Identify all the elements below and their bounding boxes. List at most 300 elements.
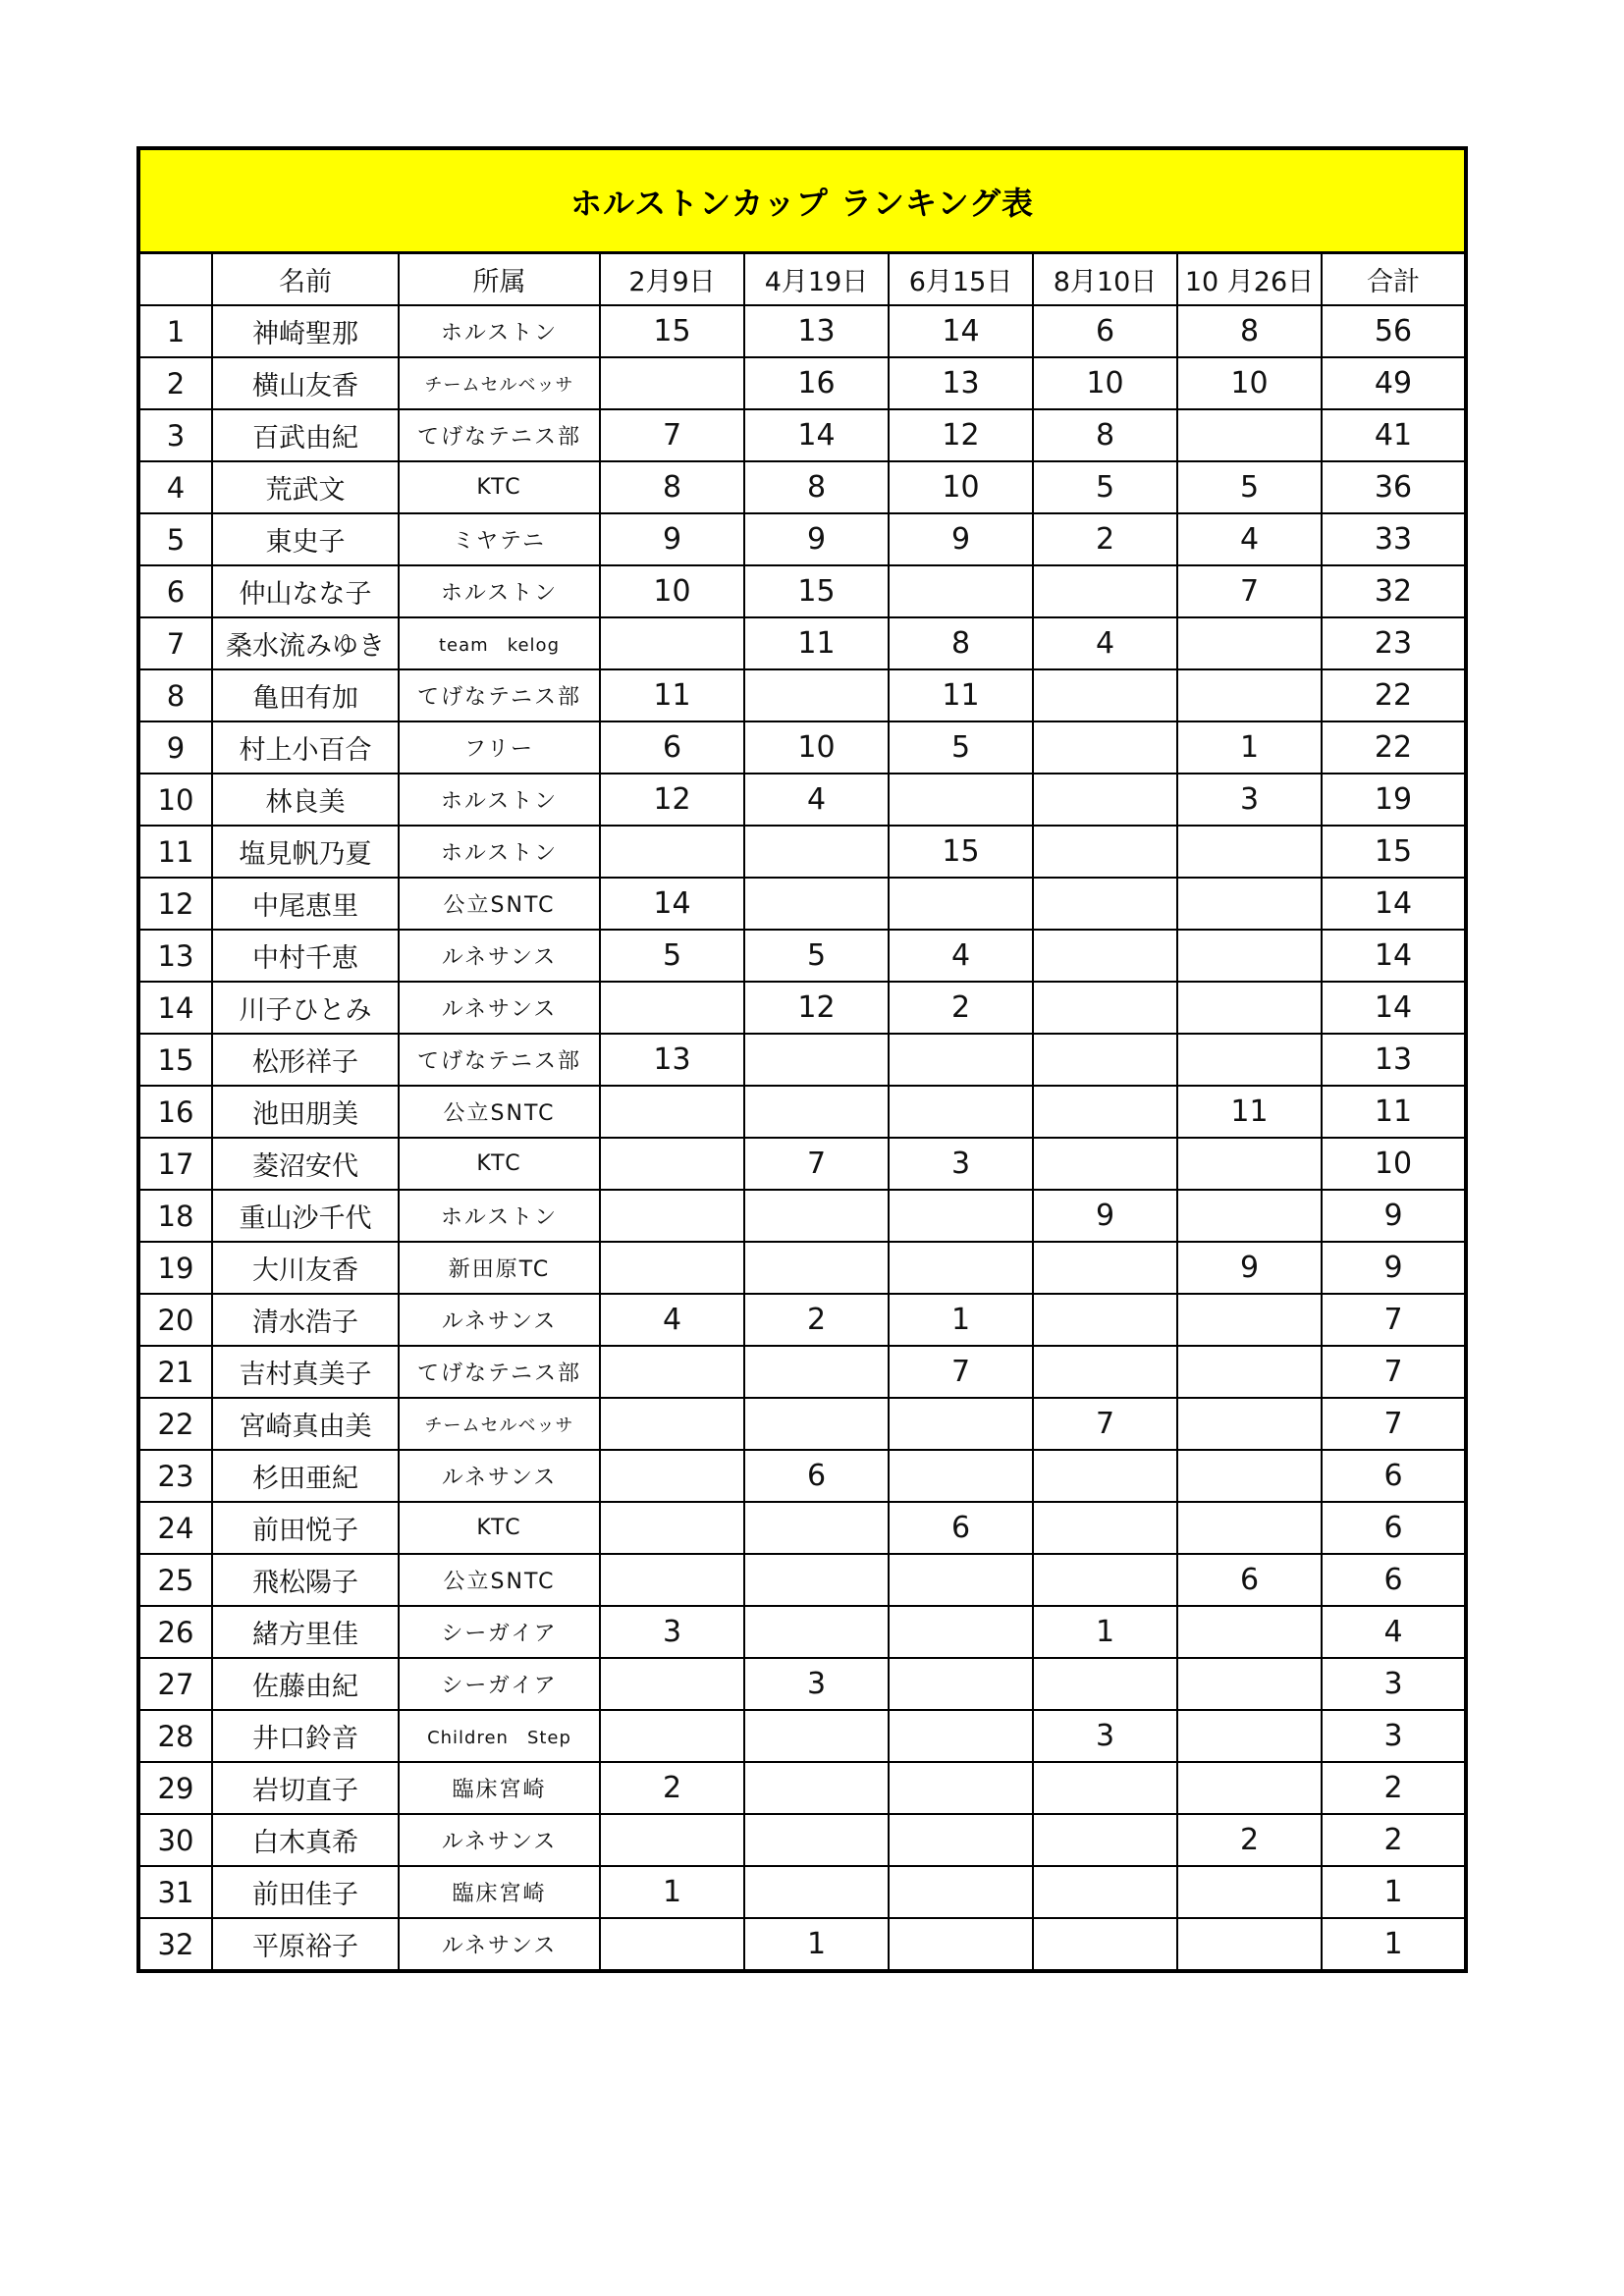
table-row xyxy=(140,1710,1464,1762)
name-cell: 横山友香 xyxy=(212,357,399,409)
score-cell-1 xyxy=(600,1138,744,1190)
club-cell: ルネサンス xyxy=(399,1450,600,1502)
score-cell-3 xyxy=(889,1450,1033,1502)
total-cell: 7 xyxy=(1322,1346,1464,1398)
score-cell-1 xyxy=(600,617,744,669)
score-cell-5: 9 xyxy=(1177,1242,1322,1294)
total-cell: 22 xyxy=(1322,669,1464,721)
table-row xyxy=(140,721,1464,774)
header-row xyxy=(140,254,1464,305)
score-cell-3 xyxy=(889,774,1033,826)
table-row xyxy=(140,1918,1464,1969)
score-cell-4 xyxy=(1033,1034,1177,1086)
total-cell: 36 xyxy=(1322,461,1464,513)
score-cell-1 xyxy=(600,1346,744,1398)
club-cell: team kelog xyxy=(399,617,600,669)
score-cell-2 xyxy=(744,669,889,721)
header-date-4: 8月10日 xyxy=(1033,254,1177,305)
name-cell: 川子ひとみ xyxy=(212,982,399,1034)
club-cell: ホルストン xyxy=(399,774,600,826)
club-cell: シーガイア xyxy=(399,1658,600,1710)
score-cell-5: 3 xyxy=(1177,774,1322,826)
name-cell: 東史子 xyxy=(212,513,399,565)
score-cell-1 xyxy=(600,1658,744,1710)
score-cell-3 xyxy=(889,1190,1033,1242)
rank-cell: 23 xyxy=(140,1450,212,1502)
name-cell: 岩切直子 xyxy=(212,1762,399,1814)
score-cell-4: 2 xyxy=(1033,513,1177,565)
name-cell: 荒武文 xyxy=(212,461,399,513)
name-cell: 林良美 xyxy=(212,774,399,826)
total-cell: 32 xyxy=(1322,565,1464,617)
table-row xyxy=(140,513,1464,565)
table-row xyxy=(140,357,1464,409)
score-cell-2: 11 xyxy=(744,617,889,669)
score-cell-5: 10 xyxy=(1177,357,1322,409)
name-cell: 緒方里佳 xyxy=(212,1606,399,1658)
score-cell-1 xyxy=(600,826,744,878)
score-cell-3: 11 xyxy=(889,669,1033,721)
score-cell-5 xyxy=(1177,982,1322,1034)
score-cell-2: 12 xyxy=(744,982,889,1034)
title-banner xyxy=(140,150,1464,254)
score-cell-2 xyxy=(744,1034,889,1086)
score-cell-1: 3 xyxy=(600,1606,744,1658)
score-cell-2: 13 xyxy=(744,305,889,357)
name-cell: 中村千恵 xyxy=(212,930,399,982)
rank-cell: 10 xyxy=(140,774,212,826)
rank-cell: 28 xyxy=(140,1710,212,1762)
total-cell: 22 xyxy=(1322,721,1464,774)
club-cell: てげなテニス部 xyxy=(399,1034,600,1086)
score-cell-1: 4 xyxy=(600,1294,744,1346)
score-cell-3: 1 xyxy=(889,1294,1033,1346)
score-cell-3: 2 xyxy=(889,982,1033,1034)
total-cell: 15 xyxy=(1322,826,1464,878)
score-cell-3: 10 xyxy=(889,461,1033,513)
score-cell-3 xyxy=(889,1606,1033,1658)
score-cell-5: 5 xyxy=(1177,461,1322,513)
rank-cell: 26 xyxy=(140,1606,212,1658)
table-row xyxy=(140,1346,1464,1398)
score-cell-4 xyxy=(1033,1762,1177,1814)
table-row xyxy=(140,878,1464,930)
table-row xyxy=(140,409,1464,461)
score-cell-3 xyxy=(889,1814,1033,1866)
score-cell-3: 5 xyxy=(889,721,1033,774)
rank-cell: 16 xyxy=(140,1086,212,1138)
score-cell-5: 2 xyxy=(1177,1814,1322,1866)
score-cell-5 xyxy=(1177,1398,1322,1450)
rank-cell: 32 xyxy=(140,1918,212,1969)
club-cell: てげなテニス部 xyxy=(399,669,600,721)
score-cell-5 xyxy=(1177,1866,1322,1918)
score-cell-1 xyxy=(600,1190,744,1242)
score-cell-2 xyxy=(744,1814,889,1866)
score-cell-2 xyxy=(744,1502,889,1554)
score-cell-3 xyxy=(889,1866,1033,1918)
rank-cell: 11 xyxy=(140,826,212,878)
table-row xyxy=(140,1086,1464,1138)
table-row xyxy=(140,1190,1464,1242)
score-cell-3 xyxy=(889,1242,1033,1294)
score-cell-3 xyxy=(889,1658,1033,1710)
score-cell-4 xyxy=(1033,1866,1177,1918)
total-cell: 6 xyxy=(1322,1554,1464,1606)
rank-cell: 7 xyxy=(140,617,212,669)
table-row xyxy=(140,461,1464,513)
rank-cell: 18 xyxy=(140,1190,212,1242)
table-row xyxy=(140,1242,1464,1294)
club-cell: てげなテニス部 xyxy=(399,409,600,461)
score-cell-4 xyxy=(1033,1502,1177,1554)
score-cell-5 xyxy=(1177,1138,1322,1190)
table-row xyxy=(140,1294,1464,1346)
table-row xyxy=(140,1398,1464,1450)
score-cell-3: 4 xyxy=(889,930,1033,982)
score-cell-4 xyxy=(1033,565,1177,617)
score-cell-5 xyxy=(1177,930,1322,982)
score-cell-3: 12 xyxy=(889,409,1033,461)
rank-cell: 27 xyxy=(140,1658,212,1710)
name-cell: 杉田亜紀 xyxy=(212,1450,399,1502)
score-cell-5 xyxy=(1177,617,1322,669)
score-cell-1: 8 xyxy=(600,461,744,513)
total-cell: 9 xyxy=(1322,1242,1464,1294)
rank-cell: 12 xyxy=(140,878,212,930)
score-cell-1: 15 xyxy=(600,305,744,357)
club-cell: 新田原TC xyxy=(399,1242,600,1294)
score-cell-1: 13 xyxy=(600,1034,744,1086)
rank-cell: 3 xyxy=(140,409,212,461)
table-row xyxy=(140,930,1464,982)
total-cell: 49 xyxy=(1322,357,1464,409)
club-cell: KTC xyxy=(399,461,600,513)
score-cell-2: 6 xyxy=(744,1450,889,1502)
club-cell: ホルストン xyxy=(399,1190,600,1242)
score-cell-4: 3 xyxy=(1033,1710,1177,1762)
header-name: 名前 xyxy=(212,254,399,305)
score-cell-1: 1 xyxy=(600,1866,744,1918)
score-cell-5 xyxy=(1177,1710,1322,1762)
club-cell: 臨床宮崎 xyxy=(399,1866,600,1918)
score-cell-4 xyxy=(1033,1242,1177,1294)
score-cell-5 xyxy=(1177,669,1322,721)
score-cell-1 xyxy=(600,1502,744,1554)
score-cell-5 xyxy=(1177,1346,1322,1398)
score-cell-4 xyxy=(1033,774,1177,826)
score-cell-4 xyxy=(1033,1086,1177,1138)
score-cell-3 xyxy=(889,1762,1033,1814)
name-cell: 松形祥子 xyxy=(212,1034,399,1086)
score-cell-4: 9 xyxy=(1033,1190,1177,1242)
score-cell-1 xyxy=(600,1242,744,1294)
score-cell-4 xyxy=(1033,1294,1177,1346)
name-cell: 仲山なな子 xyxy=(212,565,399,617)
club-cell: 臨床宮崎 xyxy=(399,1762,600,1814)
score-cell-1: 11 xyxy=(600,669,744,721)
score-cell-2 xyxy=(744,1762,889,1814)
score-cell-1: 2 xyxy=(600,1762,744,1814)
name-cell: 中尾恵里 xyxy=(212,878,399,930)
score-cell-5 xyxy=(1177,409,1322,461)
name-cell: 亀田有加 xyxy=(212,669,399,721)
total-cell: 4 xyxy=(1322,1606,1464,1658)
score-cell-2 xyxy=(744,826,889,878)
club-cell: ホルストン xyxy=(399,305,600,357)
club-cell: ルネサンス xyxy=(399,930,600,982)
score-cell-1: 12 xyxy=(600,774,744,826)
score-cell-2 xyxy=(744,1190,889,1242)
score-cell-1: 14 xyxy=(600,878,744,930)
score-cell-2 xyxy=(744,1554,889,1606)
table-row xyxy=(140,1034,1464,1086)
table-row xyxy=(140,1658,1464,1710)
name-cell: 重山沙千代 xyxy=(212,1190,399,1242)
score-cell-4: 4 xyxy=(1033,617,1177,669)
name-cell: 菱沼安代 xyxy=(212,1138,399,1190)
rank-cell: 5 xyxy=(140,513,212,565)
total-cell: 7 xyxy=(1322,1294,1464,1346)
name-cell: 吉村真美子 xyxy=(212,1346,399,1398)
score-cell-2 xyxy=(744,1346,889,1398)
score-cell-5: 7 xyxy=(1177,565,1322,617)
total-cell: 56 xyxy=(1322,305,1464,357)
rank-cell: 8 xyxy=(140,669,212,721)
score-cell-3: 8 xyxy=(889,617,1033,669)
score-cell-4 xyxy=(1033,721,1177,774)
club-cell: チームセルベッサ xyxy=(399,1398,600,1450)
rank-cell: 6 xyxy=(140,565,212,617)
score-cell-4 xyxy=(1033,1918,1177,1969)
score-cell-4: 5 xyxy=(1033,461,1177,513)
table-row xyxy=(140,565,1464,617)
rank-cell: 31 xyxy=(140,1866,212,1918)
name-cell: 神崎聖那 xyxy=(212,305,399,357)
score-cell-2: 1 xyxy=(744,1918,889,1969)
rank-cell: 19 xyxy=(140,1242,212,1294)
total-cell: 6 xyxy=(1322,1502,1464,1554)
score-cell-2: 2 xyxy=(744,1294,889,1346)
name-cell: 井口鈴音 xyxy=(212,1710,399,1762)
score-cell-2: 5 xyxy=(744,930,889,982)
club-cell: 公立SNTC xyxy=(399,1554,600,1606)
score-cell-5 xyxy=(1177,1606,1322,1658)
score-cell-3 xyxy=(889,1398,1033,1450)
score-cell-2: 16 xyxy=(744,357,889,409)
score-cell-4: 7 xyxy=(1033,1398,1177,1450)
score-cell-2 xyxy=(744,1866,889,1918)
rank-cell: 2 xyxy=(140,357,212,409)
club-cell: ルネサンス xyxy=(399,982,600,1034)
score-cell-3: 3 xyxy=(889,1138,1033,1190)
name-cell: 村上小百合 xyxy=(212,721,399,774)
score-cell-1: 7 xyxy=(600,409,744,461)
rank-cell: 24 xyxy=(140,1502,212,1554)
table-row xyxy=(140,774,1464,826)
total-cell: 2 xyxy=(1322,1814,1464,1866)
header-club: 所属 xyxy=(399,254,600,305)
score-cell-5 xyxy=(1177,1034,1322,1086)
total-cell: 14 xyxy=(1322,878,1464,930)
score-cell-4 xyxy=(1033,1658,1177,1710)
score-cell-4: 1 xyxy=(1033,1606,1177,1658)
score-cell-4: 8 xyxy=(1033,409,1177,461)
club-cell: 公立SNTC xyxy=(399,1086,600,1138)
rank-cell: 29 xyxy=(140,1762,212,1814)
club-cell: ミヤテニ xyxy=(399,513,600,565)
score-cell-4 xyxy=(1033,669,1177,721)
ranking-sheet xyxy=(136,146,1468,1973)
table-row xyxy=(140,982,1464,1034)
header-date-1: 2月9日 xyxy=(600,254,744,305)
table-row xyxy=(140,826,1464,878)
score-cell-2 xyxy=(744,1086,889,1138)
rank-cell: 20 xyxy=(140,1294,212,1346)
total-cell: 13 xyxy=(1322,1034,1464,1086)
score-cell-2: 8 xyxy=(744,461,889,513)
club-cell: KTC xyxy=(399,1138,600,1190)
score-cell-3: 15 xyxy=(889,826,1033,878)
score-cell-5 xyxy=(1177,878,1322,930)
score-cell-4 xyxy=(1033,982,1177,1034)
table-row xyxy=(140,1502,1464,1554)
score-cell-1: 6 xyxy=(600,721,744,774)
header-rank xyxy=(140,254,212,305)
table-row xyxy=(140,1554,1464,1606)
club-cell: ホルストン xyxy=(399,565,600,617)
score-cell-3 xyxy=(889,878,1033,930)
total-cell: 11 xyxy=(1322,1086,1464,1138)
score-cell-1: 5 xyxy=(600,930,744,982)
score-cell-4: 10 xyxy=(1033,357,1177,409)
total-cell: 10 xyxy=(1322,1138,1464,1190)
name-cell: 百武由紀 xyxy=(212,409,399,461)
header-date-5: 10 月26日 xyxy=(1177,254,1322,305)
total-cell: 3 xyxy=(1322,1710,1464,1762)
score-cell-3: 14 xyxy=(889,305,1033,357)
table-row xyxy=(140,617,1464,669)
total-cell: 2 xyxy=(1322,1762,1464,1814)
rank-cell: 30 xyxy=(140,1814,212,1866)
rank-cell: 4 xyxy=(140,461,212,513)
table-row xyxy=(140,1606,1464,1658)
name-cell: 白木真希 xyxy=(212,1814,399,1866)
score-cell-3 xyxy=(889,1710,1033,1762)
total-cell: 7 xyxy=(1322,1398,1464,1450)
score-cell-2 xyxy=(744,1242,889,1294)
score-cell-2: 3 xyxy=(744,1658,889,1710)
name-cell: 清水浩子 xyxy=(212,1294,399,1346)
table-row xyxy=(140,669,1464,721)
score-cell-5: 4 xyxy=(1177,513,1322,565)
score-cell-5 xyxy=(1177,1762,1322,1814)
ranking-rows xyxy=(140,305,1464,1969)
table-row xyxy=(140,1450,1464,1502)
score-cell-4 xyxy=(1033,1554,1177,1606)
total-cell: 6 xyxy=(1322,1450,1464,1502)
score-cell-5 xyxy=(1177,1294,1322,1346)
rank-cell: 1 xyxy=(140,305,212,357)
score-cell-2: 7 xyxy=(744,1138,889,1190)
rank-cell: 9 xyxy=(140,721,212,774)
club-cell: てげなテニス部 xyxy=(399,1346,600,1398)
score-cell-1 xyxy=(600,1450,744,1502)
score-cell-3: 7 xyxy=(889,1346,1033,1398)
rank-cell: 13 xyxy=(140,930,212,982)
header-date-2: 4月19日 xyxy=(744,254,889,305)
score-cell-1 xyxy=(600,1814,744,1866)
club-cell: KTC xyxy=(399,1502,600,1554)
score-cell-4 xyxy=(1033,878,1177,930)
total-cell: 19 xyxy=(1322,774,1464,826)
score-cell-1: 10 xyxy=(600,565,744,617)
score-cell-1 xyxy=(600,1554,744,1606)
score-cell-5: 6 xyxy=(1177,1554,1322,1606)
name-cell: 平原裕子 xyxy=(212,1918,399,1969)
score-cell-2: 15 xyxy=(744,565,889,617)
rank-cell: 21 xyxy=(140,1346,212,1398)
name-cell: 前田佳子 xyxy=(212,1866,399,1918)
score-cell-3: 9 xyxy=(889,513,1033,565)
club-cell: ホルストン xyxy=(399,826,600,878)
total-cell: 3 xyxy=(1322,1658,1464,1710)
club-cell: ルネサンス xyxy=(399,1918,600,1969)
header-total: 合計 xyxy=(1322,254,1464,305)
score-cell-5 xyxy=(1177,1502,1322,1554)
score-cell-5 xyxy=(1177,1190,1322,1242)
total-cell: 1 xyxy=(1322,1866,1464,1918)
score-cell-3: 6 xyxy=(889,1502,1033,1554)
score-cell-4 xyxy=(1033,826,1177,878)
total-cell: 33 xyxy=(1322,513,1464,565)
total-cell: 14 xyxy=(1322,982,1464,1034)
score-cell-5 xyxy=(1177,1450,1322,1502)
score-cell-5: 8 xyxy=(1177,305,1322,357)
score-cell-3: 13 xyxy=(889,357,1033,409)
table-row xyxy=(140,1814,1464,1866)
club-cell: チームセルベッサ xyxy=(399,357,600,409)
club-cell: ルネサンス xyxy=(399,1294,600,1346)
total-cell: 9 xyxy=(1322,1190,1464,1242)
score-cell-2: 10 xyxy=(744,721,889,774)
score-cell-2: 9 xyxy=(744,513,889,565)
total-cell: 41 xyxy=(1322,409,1464,461)
ranking-table xyxy=(140,254,1464,1969)
score-cell-1 xyxy=(600,1398,744,1450)
club-cell: 公立SNTC xyxy=(399,878,600,930)
total-cell: 23 xyxy=(1322,617,1464,669)
rank-cell: 25 xyxy=(140,1554,212,1606)
name-cell: 飛松陽子 xyxy=(212,1554,399,1606)
rank-cell: 15 xyxy=(140,1034,212,1086)
score-cell-2 xyxy=(744,1606,889,1658)
total-cell: 1 xyxy=(1322,1918,1464,1969)
name-cell: 塩見帆乃夏 xyxy=(212,826,399,878)
score-cell-5 xyxy=(1177,1918,1322,1969)
score-cell-2 xyxy=(744,878,889,930)
score-cell-4 xyxy=(1033,1138,1177,1190)
page-title: ホルストンカップ ランキング表 xyxy=(570,184,1034,222)
score-cell-5 xyxy=(1177,826,1322,878)
table-row xyxy=(140,1138,1464,1190)
score-cell-1 xyxy=(600,1086,744,1138)
score-cell-3 xyxy=(889,1918,1033,1969)
header-date-3: 6月15日 xyxy=(889,254,1033,305)
score-cell-3 xyxy=(889,565,1033,617)
table-row xyxy=(140,305,1464,357)
score-cell-4 xyxy=(1033,1814,1177,1866)
